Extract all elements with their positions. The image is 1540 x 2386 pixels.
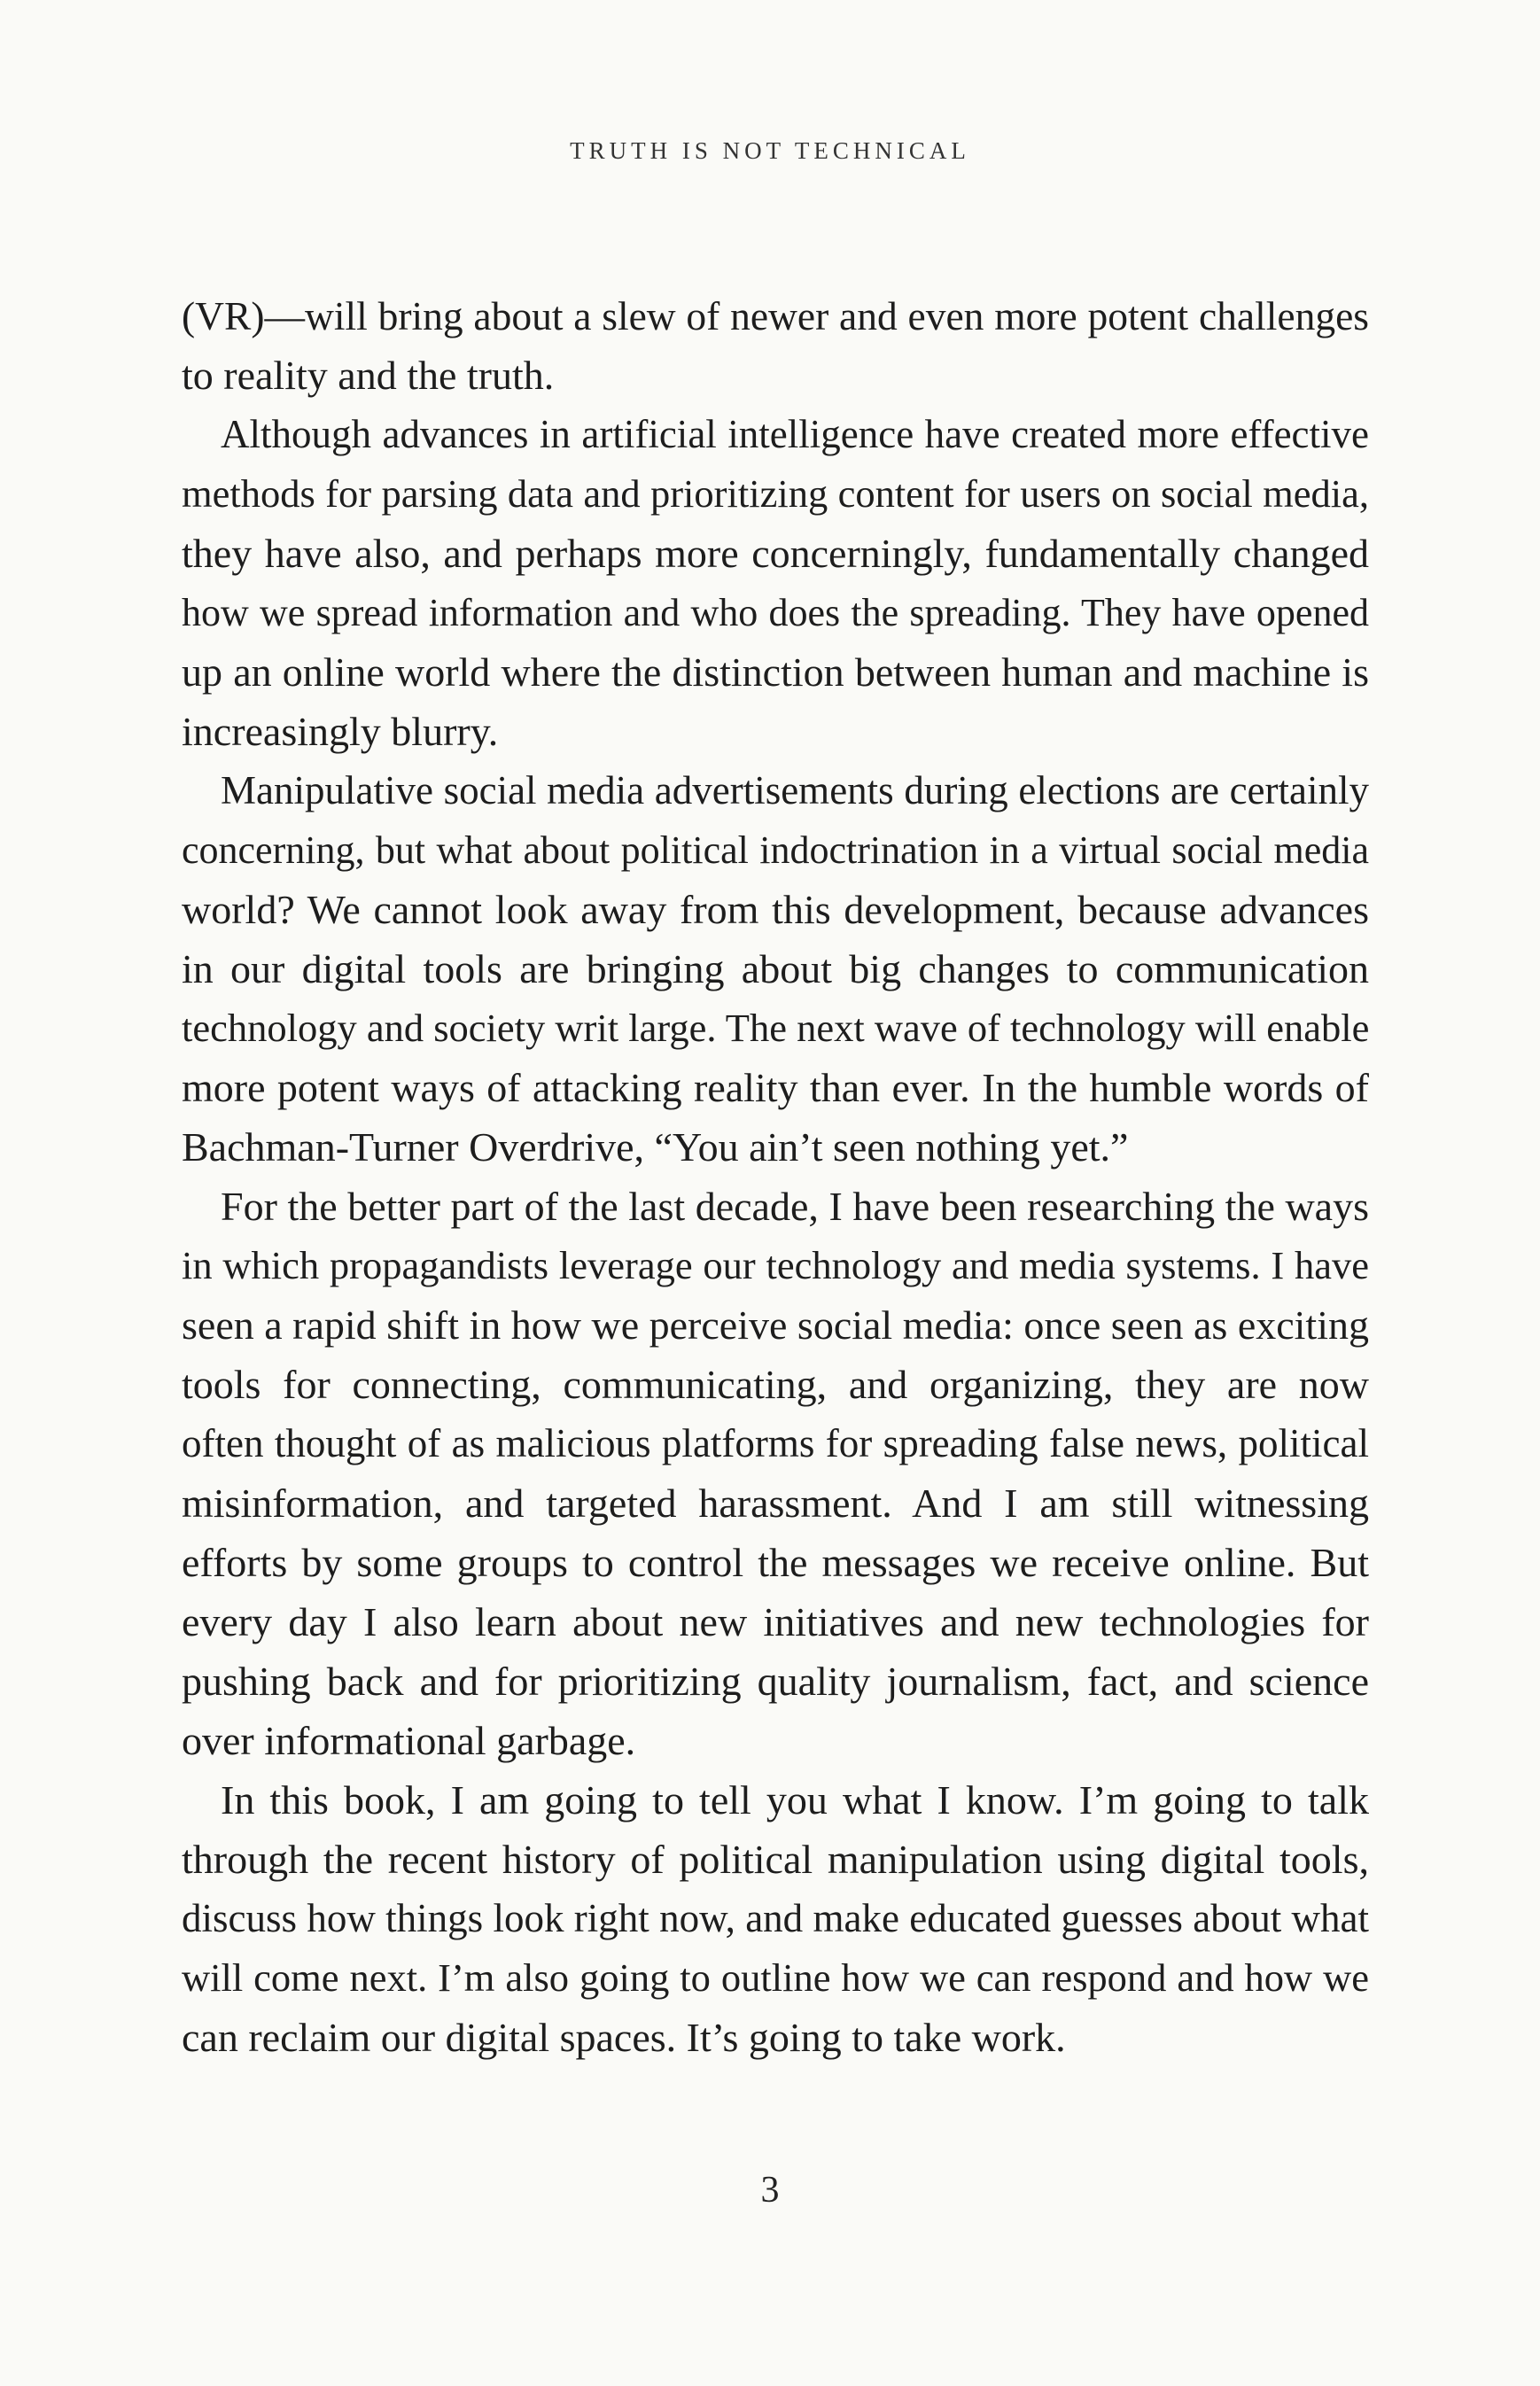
text-line: concerning, but what about political indoctrination in a virtual social media <box>182 828 1369 872</box>
text-line: over informational garbage. <box>182 1718 636 1763</box>
text-line: world? We cannot look away from this development, because advances <box>182 887 1369 932</box>
text-line: Bachman-Turner Overdrive, “You ain’t seen nothing yet.” <box>182 1124 1129 1170</box>
text-line: pushing back and for prioritizing quality journalism, fact, and science <box>182 1659 1369 1704</box>
text-line: will come next. I’m also going to outline how we can respond and how we <box>182 1955 1369 2000</box>
text-line: in our digital tools are bringing about big changes to communication <box>182 946 1369 991</box>
text-line: Although advances in artificial intelligence have created more effective <box>221 412 1369 456</box>
text-line: Manipulative social media advertisements during elections are certainly <box>221 768 1369 812</box>
text-line: efforts by some groups to control the messages we receive online. But <box>182 1540 1369 1585</box>
text-line: more potent ways of attacking reality than ever. In the humble words of <box>182 1065 1369 1110</box>
page-number: 3 <box>760 2170 780 2211</box>
text-line: often thought of as malicious platforms for spreading false news, political <box>182 1421 1369 1465</box>
text-line: For the better part of the last decade, I have been researching the ways <box>221 1184 1369 1229</box>
text-line: discuss how things look right now, and make educated guesses about what <box>182 1896 1369 1940</box>
running-head: TRUTH IS NOT TECHNICAL <box>570 137 970 164</box>
text-line: seen a rapid shift in how we perceive social media: once seen as exciting <box>182 1302 1369 1348</box>
text-line: they have also, and perhaps more concerningly, fundamentally changed <box>182 531 1369 576</box>
text-line: in which propagandists leverage our technology and media systems. I have <box>182 1243 1369 1287</box>
text-line: In this book, I am going to tell you what I know. I’m going to talk <box>221 1777 1369 1823</box>
text-line: up an online world where the distinction between human and machine is <box>182 649 1369 695</box>
text-line: how we spread information and who does the spreading. They have opened <box>182 591 1369 634</box>
text-line: methods for parsing data and prioritizing content for users on social media, <box>182 471 1369 516</box>
text-line: through the recent history of political manipulation using digital tools, <box>182 1837 1369 1882</box>
text-line: (VR)—will bring about a slew of newer and even more potent challenges <box>182 293 1369 338</box>
text-line: misinformation, and targeted harassment. And I am still witnessing <box>182 1481 1369 1526</box>
text-line: can reclaim our digital spaces. It’s going to take work. <box>182 2015 1066 2060</box>
body-text <box>182 286 1369 2067</box>
text-line: increasingly blurry. <box>182 709 499 754</box>
text-line: technology and society writ large. The next wave of technology will enable <box>182 1006 1370 1050</box>
text-line: to reality and the truth. <box>182 353 555 398</box>
text-line: every day I also learn about new initiatives and new technologies for <box>182 1599 1369 1644</box>
text-line: tools for connecting, communicating, and organizing, they are now <box>182 1362 1369 1407</box>
